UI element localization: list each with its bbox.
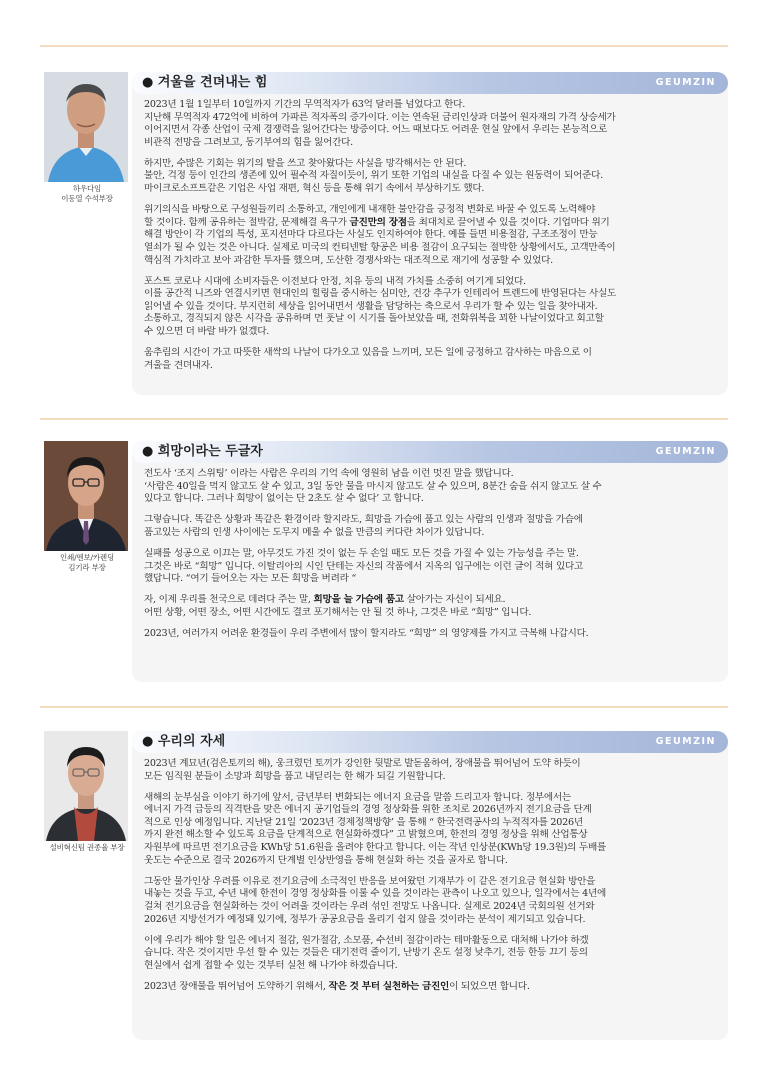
text-line: 불안, 걱정 등이 인간의 생존에 있어 필수적 자질이듯이, 위기 또한 기업의 내실을 다질 수 있는 원동력이 되어준다. (144, 170, 603, 182)
author-column (44, 72, 130, 204)
text-line: 위기의식을 바탕으로 구성원들끼리 소통하고, 개인에게 내재한 불안감을 긍정적 변화로 바꿀 수 있도록 노력해야 (144, 204, 596, 216)
section-banner (132, 72, 728, 94)
person-portrait-icon (44, 731, 128, 841)
highlighted-text: 작은 것 부터 실천하는 금진인 (328, 980, 450, 992)
text-line: 했답니다. “여기 들어오는 자는 모든 희망을 버려라 “ (144, 573, 357, 585)
text-line (144, 217, 716, 230)
bullet-icon: ● (142, 75, 158, 90)
article-paragraph (144, 204, 716, 267)
article-paragraph (144, 158, 716, 196)
text-line: 있다고 합니다. 그러나 희망이 없이는 단 2초도 살 수 없다’ 고 합니다. (144, 493, 424, 505)
text-line (144, 594, 716, 607)
text-line: 포스트 코로나 시대에 소비자들은 이전보다 안정, 치유 등의 내적 가치를 소중히 여기게 되었다. (144, 275, 526, 287)
author-caption-line: 설비혁신팀 권종율 부장 (49, 843, 125, 852)
text-line: 그동안 물가인상 우려를 이유로 전기요금에 소극적인 반응을 보여왔던 기재부가 이 같은 전기요금 현실화 방안을 (144, 875, 596, 887)
text-line: 2023년, 여러가지 어려운 환경들이 우리 주변에서 많이 할지라도 “희망” 의 영양제를 가지고 극복해 나갑시다. (144, 627, 589, 639)
text-segment: 2023년 장애물을 뛰어넘어 도약하기 위해서, (144, 980, 329, 992)
text-line: 움추림의 시간이 가고 따뜻한 새싹의 나날이 다가오고 있음을 느끼며, 모든 일에 긍정하고 감사하는 마음으로 이 (144, 347, 592, 359)
text-line: 수 있으면 더 바랄 바가 없겠다. (144, 326, 270, 337)
highlighted-text: 금진만의 장점 (349, 216, 407, 228)
author-caption-line: 하우다임 (72, 184, 102, 193)
text-line: 하지만, 수많은 기회는 위기의 탈을 쓰고 찾아왔다는 사실을 망각해서는 안 된다. (144, 157, 467, 169)
text-line: 모든 임직원 분들이 소망과 희망을 품고 내딛리는 한 해가 되길 기원합니다. (144, 770, 446, 782)
author-photo (44, 731, 128, 841)
section-title: ● 우리의 자세 (142, 734, 226, 749)
text-line: 걸쳐 전기요금을 현실화하는 것이 어려울 것이라는 우려 섞인 전망도 나옵니다. 실제로 2024년 국회의원 선거와 (144, 900, 595, 912)
text-segment: 이 되었으면 합니다. (449, 980, 530, 992)
highlighted-text: 희망을 늘 가슴에 품고 (313, 594, 404, 606)
text-line: 그렇습니다. 똑같은 상황과 똑같은 환경이라 할지라도, 희망을 가슴에 품고 있는 사람의 인생과 절망을 가슴에 (144, 514, 583, 526)
author-caption-line: 이동열 수석부장 (61, 194, 113, 203)
text-line: 해결 방안이 각 기업의 특성, 포지션마다 다르다는 사실도 인지하여야 한다. 예를 들면 비용절감, 구조조정이 만능 (144, 229, 598, 241)
text-line: 실패를 성공으로 이끄는 말, 아무것도 가진 것이 없는 두 손일 때도 모든 것을 가질 수 있는 가능성을 주는 말. (144, 547, 579, 559)
text-line: 현실에서 쉽게 접할 수 있는 것부터 실천 해 나가야 하겠습니다. (144, 959, 398, 971)
text-line: 내놓는 것을 두고, 수년 내에 한전이 경영 정상화를 이룰 수 있을 것이라는 관측이 나오고 있으나, 일각에서는 4년에 (144, 888, 607, 900)
article-paragraph (144, 514, 716, 539)
article-paragraph (144, 594, 716, 619)
text-line: 웃도는 수준으로 결국 2026까지 단계별 인상반영을 통해 현실화 하는 것을 골자로 합니다. (144, 854, 508, 866)
text-line: 습니다. 작은 것이지만 우선 할 수 있는 것들은 대기전력 줄이기, 난방기 온도 설정 낮추기, 전등 한등 끄기 등의 (144, 947, 588, 959)
text-line: 마이크로소프트같은 기업은 사업 재편, 혁신 등을 통해 위기 속에서 부상하기도 했다. (144, 183, 485, 195)
section-divider (40, 418, 728, 420)
section-divider (40, 706, 728, 708)
text-line: 에너지 가격 급등의 직격탄을 맞은 에너지 공기업들의 경영 정상화를 위한 조치로 2026년까지 전기요금을 단계 (144, 804, 592, 816)
text-segment: 살아가는 자신이 되세요. (403, 594, 506, 606)
author-caption (44, 843, 130, 853)
article-body (132, 753, 728, 1008)
author-photo (44, 441, 128, 551)
text-line: 소통하고, 경직되지 않은 시각을 공유하며 먼 훗날 이 시기를 돌아보았을 때, 전화위복을 꾀한 나날이었다고 회고할 (144, 313, 604, 325)
article-paragraph (144, 758, 716, 783)
text-line: 겨울을 견뎌내자. (144, 359, 213, 371)
author-caption-line: 김기라 부장 (68, 563, 106, 572)
text-segment: 할 것이다. 함께 공유하는 절박감, 문제해결 욕구가 (144, 216, 350, 228)
article-paragraph (144, 548, 716, 586)
text-line: 열쇠가 될 수 있는 것은 아니다. 실제로 미국의 컨티넨탈 항공은 비용 절감이 요구되는 절박한 상황에서도, 고객만족이 (144, 241, 616, 253)
text-line: 자원부에 따르면 전기요금을 KWh당 51.6원을 올려야 한다고 합니다. 이는 작년 인상분(KWh당 19.3원)의 두배를 (144, 842, 606, 854)
brand-label: GEUMZIN (655, 736, 716, 747)
article-paragraph (144, 99, 716, 149)
text-line: 이에 우리가 해야 할 일은 에너지 절감, 원가절감, 소모품, 수선비 절감이라는 테마활동으로 대처해 나가야 하겠 (144, 934, 589, 946)
article-panel (132, 72, 728, 395)
text-line: 어떤 상황, 어떤 장소, 어떤 시간에도 결코 포기해서는 안 될 것 하나, 그것은 바로 “희망” 입니다. (144, 606, 532, 618)
article-section (40, 441, 728, 682)
author-caption-line: 인쇄/엔보/카렌딩 (60, 553, 114, 562)
text-line: 품고있는 사람의 인생 사이에는 도무지 메울 수 없을 만큼의 커다란 차이가 있답니다. (144, 526, 485, 538)
author-caption (44, 184, 130, 204)
section-banner (132, 441, 728, 463)
brand-label: GEUMZIN (655, 446, 716, 457)
text-line: 그것은 바로 “희망” 입니다. 이탈리아의 시인 단테는 자신의 작품에서 지옥의 입구에는 이런 글이 적혀 있다고 (144, 560, 584, 572)
article-paragraph (144, 935, 716, 973)
text-line (144, 981, 716, 994)
article-paragraph (144, 276, 716, 339)
text-line: 이어지면서 각종 산업이 국제 경쟁력을 잃어간다는 방증이다. 어느 때보다도 어려운 현실 앞에서 우리는 본능적으로 (144, 124, 608, 136)
article-paragraph (144, 981, 716, 994)
article-paragraph (144, 792, 716, 868)
text-line: ‘사람은 40일을 먹지 않고도 살 수 있고, 3일 동안 물을 마시지 않고도 살 수 있으며, 8분간 숨을 쉬지 않고도 살 수 (144, 480, 602, 492)
bullet-icon: ● (142, 444, 158, 459)
text-line: 읽어낼 수 있을 것이다. 부지런히 세상을 읽어내면서 생활을 담당하는 축으로서 우리가 할 수 있는 일을 찾아내자. (144, 300, 598, 312)
text-line: 2023년 계묘년(검은토끼의 해), 웅크렸던 토끼가 강인한 뒷발로 발돋움하여, 장애물을 뛰어넘어 도약 하듯이 (144, 758, 581, 769)
article-panel (132, 441, 728, 682)
text-line: 전도사 ‘조지 스위팅’ 이라는 사람은 우리의 기억 속에 영원히 남을 이런 멋진 말을 했답니다. (144, 468, 514, 479)
article-paragraph (144, 468, 716, 506)
author-photo (44, 72, 128, 182)
article-paragraph (144, 876, 716, 926)
author-caption (44, 553, 130, 573)
article-body (132, 94, 728, 387)
text-line: 이를 공간적 니즈와 연결시키면 현대인의 힐링을 중시하는 심미안, 건강 추구가 인테리어 트렌드에 반영된다는 사실도 (144, 288, 617, 300)
text-line: 새해의 눈부심을 이야기 하기에 앞서, 금년부터 변화되는 에너지 요금을 말씀 드리고자 합니다. 정부에서는 (144, 791, 571, 803)
section-banner (132, 731, 728, 753)
text-segment: 자, 이제 우리를 천국으로 데려다 주는 말, (144, 594, 314, 606)
article-panel (132, 731, 728, 1040)
bullet-icon: ● (142, 734, 158, 749)
author-column (44, 441, 130, 573)
article-paragraph (144, 628, 716, 641)
article-section (40, 731, 728, 1040)
top-divider (40, 45, 728, 47)
brand-label: GEUMZIN (655, 77, 716, 88)
article-section (40, 72, 728, 395)
section-title: ● 겨울을 견뎌내는 힘 (142, 75, 268, 90)
text-segment: 을 최대치로 끌어낼 수 있을 것이다. 기업마다 위기 (406, 216, 610, 228)
author-column (44, 731, 130, 853)
text-line: 핵심적 가치라고 보아 과감한 투자를 했으며, 도산한 경쟁사와는 대조적으로 재기에 성공할 수 있었다. (144, 254, 553, 266)
text-line: 적으로 인상 예정입니다. 지난달 21일 ‘2023년 경제정책방향’ 을 통해 “ 한국전력공사의 누적적자를 2026년 (144, 816, 583, 828)
article-body (132, 463, 728, 655)
section-title: ● 희망이라는 두글자 (142, 444, 263, 459)
article-paragraph (144, 347, 716, 372)
text-line: 2026년 지방선거가 예정돼 있기에, 정부가 공공요금을 올리기 쉽지 않을 것이라는 분석이 제기되고 있습니다. (144, 913, 586, 925)
text-line: 지난해 무역적자 472억에 비하여 가파른 적자폭의 증가이다. 이는 연속된 금리인상과 더불어 원자재의 가격 상승세가 (144, 111, 616, 123)
text-line: 비관적 전망을 그려보고, 동기부여의 힘을 잃어간다. (144, 136, 353, 148)
text-line: 까지 완전 해소할 수 있도록 요금을 단계적으로 현실화하겠다” 고 밝혔으며, 한전의 경영 정상을 위해 산업통상 (144, 829, 588, 841)
person-portrait-icon (44, 441, 128, 551)
person-portrait-icon (44, 72, 128, 182)
text-line: 2023년 1월 1일부터 10일까지 기간의 무역적자가 63억 달러를 넘었다고 한다. (144, 99, 465, 110)
